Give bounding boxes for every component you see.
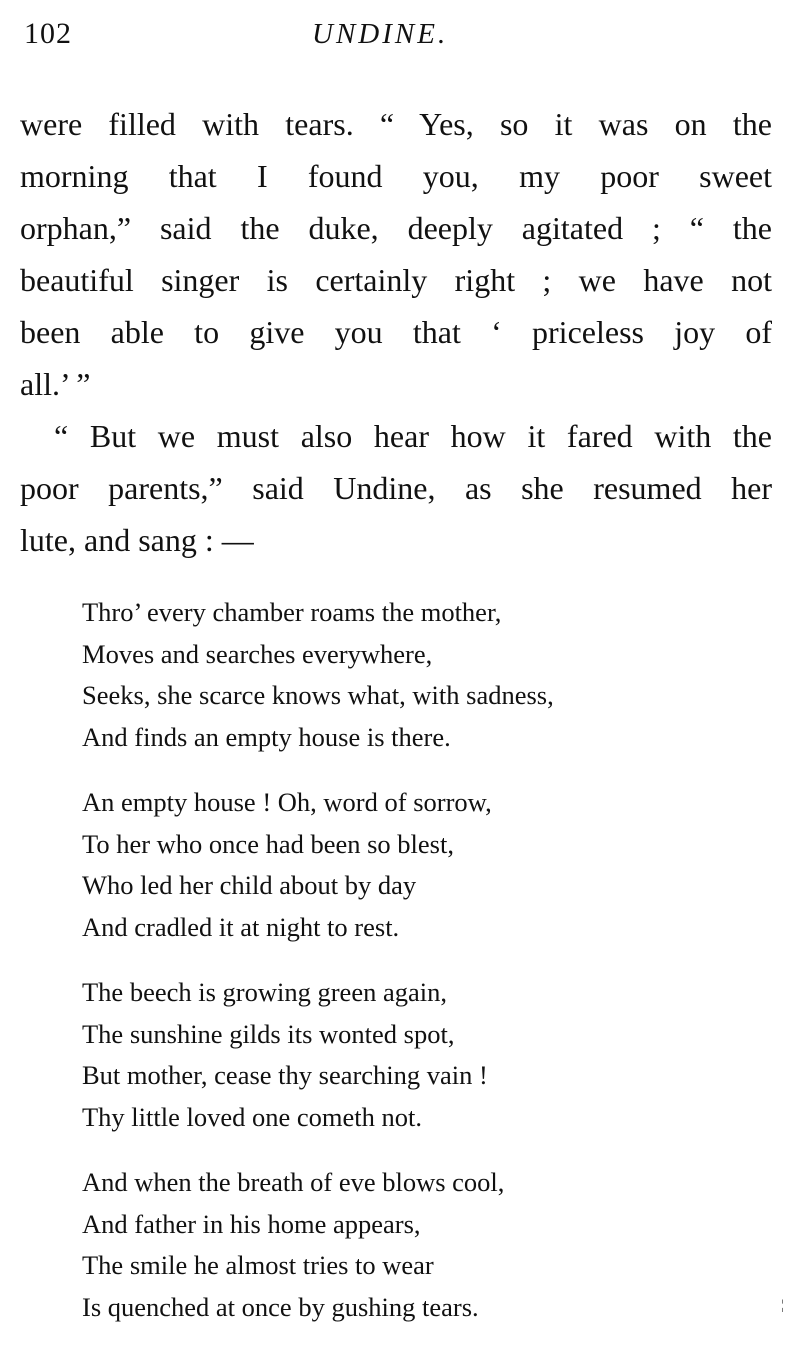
verse-line: To her who once had been so blest, <box>82 828 454 859</box>
stanza-1 <box>82 592 762 758</box>
prose-line: morning that I found you, my poor sweet <box>20 158 772 194</box>
page-header <box>0 14 790 54</box>
verse-line: An empty house ! Oh, word of sorrow, <box>82 787 492 817</box>
paragraph-1 <box>20 98 772 410</box>
prose-line: beautiful singer is certainly right ; we have not <box>20 262 772 298</box>
verse-line: And when the breath of eve blows cool, <box>82 1167 505 1197</box>
prose-line: lute, and sang : — <box>20 522 254 558</box>
verse-line: The sunshine gilds its wonted spot, <box>82 1018 455 1049</box>
paragraph-2 <box>20 410 772 566</box>
scan-margin-mark: ¦ <box>781 1298 784 1313</box>
prose-line: were filled with tears. “ Yes, so it was on the <box>20 106 772 142</box>
running-title: UNDINE. <box>312 18 449 50</box>
verse-line: And finds an empty house is there. <box>82 721 451 752</box>
verse-line: Who led her child about by day <box>82 870 417 900</box>
verse-line: Thy little loved one cometh not. <box>82 1101 423 1132</box>
prose-line: all.’ ” <box>20 366 91 402</box>
stanza-2 <box>82 782 762 948</box>
prose-body <box>20 98 772 566</box>
verse-line: Is quenched at once by gushing tears. <box>82 1291 479 1322</box>
stanza-4 <box>82 1162 762 1328</box>
verse-line: Seeks, she scarce knows what, with sadness, <box>82 680 554 710</box>
verse-line: Thro’ every chamber roams the mother, <box>82 597 502 627</box>
poem <box>82 592 762 1352</box>
stanza-3 <box>82 972 762 1138</box>
verse-line: And father in his home appears, <box>82 1208 421 1239</box>
verse-line: The beech is growing green again, <box>82 977 447 1007</box>
verse-line: And cradled it at night to rest. <box>82 911 400 942</box>
verse-line: The smile he almost tries to wear <box>82 1250 434 1280</box>
page-number: 102 <box>24 17 72 50</box>
verse-line: But mother, cease thy searching vain ! <box>82 1060 488 1090</box>
prose-line: been able to give you that ‘ priceless joy of <box>20 314 772 350</box>
prose-line: “ But we must also hear how it fared with the <box>54 418 772 454</box>
prose-line: orphan,” said the duke, deeply agitated ; “ the <box>20 210 772 246</box>
prose-line: poor parents,” said Undine, as she resumed her <box>20 470 772 506</box>
verse-line: Moves and searches everywhere, <box>82 638 433 669</box>
